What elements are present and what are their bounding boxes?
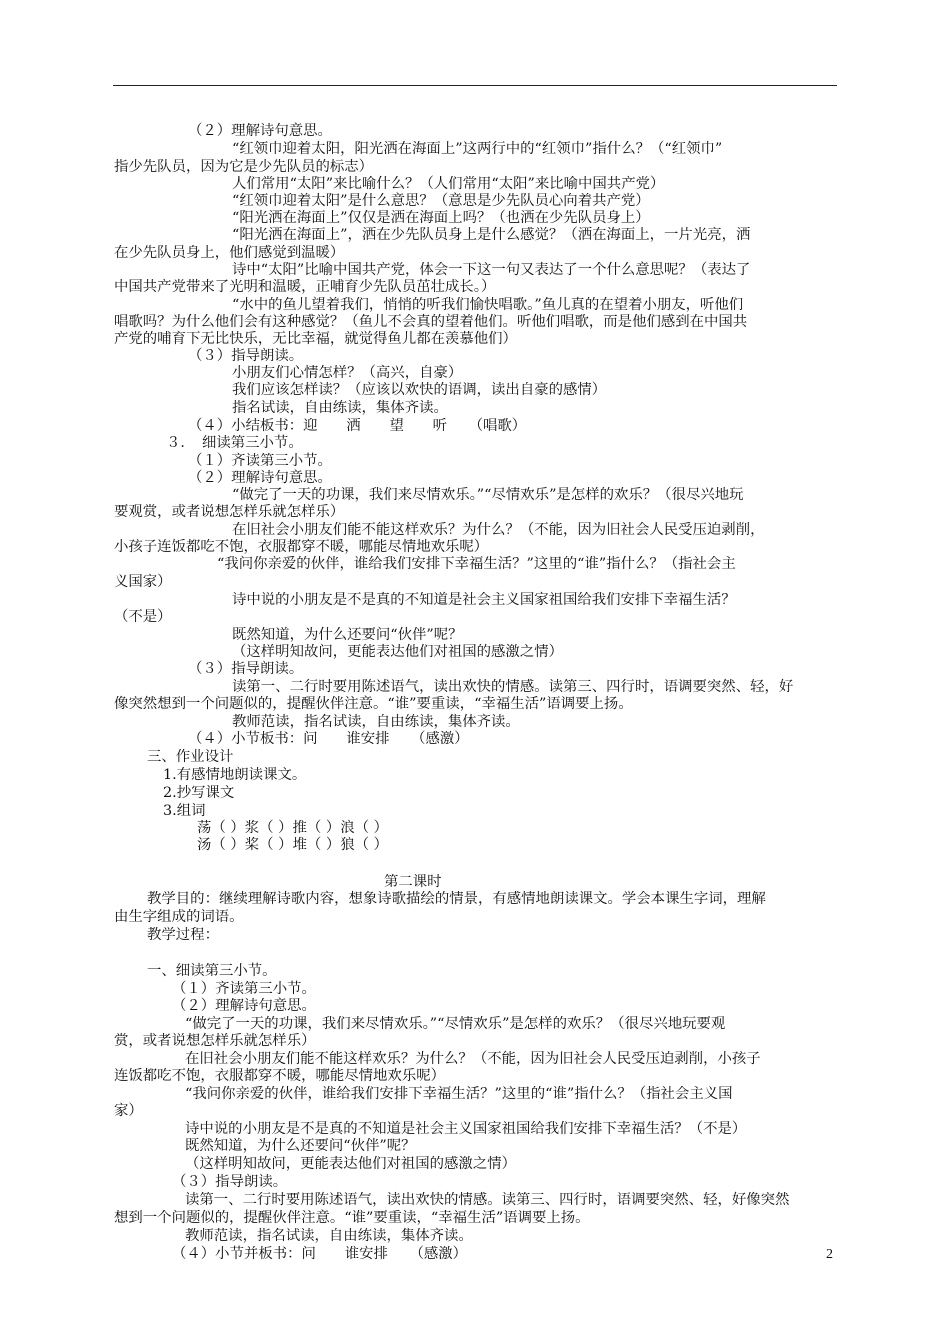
text-line: 想到一个问题似的，提醒伙伴注意。“谁”要重读，“幸福生活”语调要上扬。 (114, 1210, 590, 1226)
text-line: （３）指导朗读。 (188, 348, 304, 364)
section-heading: 第二课时 (384, 874, 442, 890)
text-line: （不是） (114, 609, 172, 625)
text-line: 诗中“太阳”比喻中国共产党，体会一下这一句又表达了一个什么意思呢？（表达了 (232, 262, 751, 278)
text-line: 在旧社会小朋友们能不能这样欢乐？为什么？（不能，因为旧社会人民受压迫剥削，小孩子 (185, 1051, 761, 1067)
text-line: 人们常用“太阳”来比喻什么？（人们常用“太阳”来比喻中国共产党） (232, 176, 665, 192)
text-line: “阳光洒在海面上”仅仅是洒在海面上吗？（也洒在少先队员身上） (232, 210, 650, 226)
text-line: “红领巾迎着太阳”是什么意思？（意思是少先队员心向着共产党） (232, 193, 650, 209)
text-line: 由生字组成的词语。 (114, 909, 244, 925)
text-line: 既然知道，为什么还要问“伙伴”呢？ (232, 627, 463, 643)
text-line: （４）小节并板书：问 谁安排 （感激） (172, 1246, 468, 1262)
text-line: 三、作业设计 (147, 749, 234, 765)
text-line: 指名试读，自由练读，集体齐读。 (232, 400, 448, 416)
text-line: 赏，或者说想怎样乐就怎样乐） (114, 1033, 316, 1049)
text-line: 教学目的：继续理解诗歌内容，想象诗歌描绘的情景，有感情地朗读课文。学会本课生字词，理解 (147, 891, 766, 907)
text-line: 诗中说的小朋友是不是真的不知道是社会主义国家祖国给我们安排下幸福生活？ (232, 592, 736, 608)
text-line: 荡（ ）浆（ ）推（ ）浪（ ） (197, 820, 388, 836)
text-line: 中国共产党带来了光明和温暖，正哺育少先队员茁壮成长。） (114, 279, 496, 295)
text-line: 产党的哺育下无比快乐，无比幸福，就觉得鱼儿都在羡慕他们） (114, 331, 517, 347)
text-line: 指少先队员，因为它是少先队员的标志） (114, 159, 374, 175)
text-line: 一、细读第三小节。 (147, 963, 277, 979)
text-line: （１）齐读第三小节。 (188, 453, 332, 469)
text-line: 家） (114, 1103, 143, 1119)
text-line: 在少先队员身上，他们感觉到温暖） (114, 245, 345, 261)
text-line: “我问你亲爱的伙伴，谁给我们安排下幸福生活？”这里的“谁”指什么？（指社会主 (217, 556, 736, 572)
text-line: 读第一、二行时要用陈述语气，读出欢快的情感。读第三、四行时，语调要突然、轻，好 (232, 679, 794, 695)
text-line: “红领巾迎着太阳，阳光洒在海面上”这两行中的“红领巾”指什么？（“红领巾” (232, 141, 723, 157)
text-line: （４）小节板书：问 谁安排 （感激） (188, 731, 469, 747)
text-line: 读第一、二行时要用陈述语气，读出欢快的情感。读第三、四行时，语调要突然、轻，好像突然 (185, 1192, 790, 1208)
text-line: （这样明知故问，更能表达他们对祖国的感激之情） (185, 1156, 516, 1172)
text-line: （２）理解诗句意思。 (188, 470, 332, 486)
text-line: 要观赏，或者说想怎样乐就怎样乐） (114, 504, 345, 520)
text-line: “水中的鱼儿望着我们，悄悄的听我们愉快唱歌。”鱼儿真的在望着小朋友，听他们 (232, 297, 744, 313)
text-line: ３． 细读第三小节。 (166, 435, 303, 451)
text-line: 汤（ ）桨（ ）堆（ ）狼（ ） (197, 837, 388, 853)
text-line: 诗中说的小朋友是不是真的不知道是社会主义国家祖国给我们安排下幸福生活？（不是） (185, 1121, 747, 1137)
text-line: （２）理解诗句意思。 (172, 998, 316, 1014)
text-line: 3.组词 (163, 803, 206, 819)
text-line: 教师范读，指名试读，自由练读，集体齐读。 (232, 714, 520, 730)
text-line: （１）齐读第三小节。 (172, 981, 316, 997)
text-line: “做完了一天的功课，我们来尽情欢乐。”“尽情欢乐”是怎样的欢乐？（很尽兴地玩 (232, 487, 744, 503)
text-line: 义国家） (114, 574, 172, 590)
text-line: 像突然想到一个问题似的，提醒伙伴注意。“谁”要重读，“幸福生活”语调要上扬。 (114, 696, 633, 712)
text-line: 1.有感情地朗读课文。 (163, 767, 307, 783)
text-line: 唱歌吗？为什么他们会有这种感觉？（鱼儿不会真的望着他们。听他们唱歌，而是他们感到在中国共 (114, 314, 748, 330)
text-line: （２）理解诗句意思。 (188, 123, 332, 139)
text-line: “我问你亲爱的伙伴，谁给我们安排下幸福生活？”这里的“谁”指什么？（指社会主义国 (185, 1086, 733, 1102)
text-line: 我们应该怎样读？（应该以欢快的语调，读出自豪的感情） (232, 382, 607, 398)
text-line: 小孩子连饭都吃不饱，衣服都穿不暖，哪能尽情地欢乐呢） (114, 539, 489, 555)
text-line: “阳光洒在海面上”，洒在少先队员身上是什么感觉？（洒在海面上，一片光亮，洒 (232, 227, 751, 243)
text-line: （３）指导朗读。 (172, 1174, 288, 1190)
page-number: 2 (826, 1247, 833, 1262)
text-line: “做完了一天的功课，我们来尽情欢乐。”“尽情欢乐”是怎样的欢乐？（很尽兴地玩要观 (185, 1016, 726, 1032)
text-line: 教师范读，指名试读，自由练读，集体齐读。 (185, 1228, 473, 1244)
text-line: （３）指导朗读。 (188, 661, 304, 677)
text-line: 连饭都吃不饱，衣服都穿不暖，哪能尽情地欢乐呢） (114, 1068, 445, 1084)
header-rule (113, 85, 837, 86)
text-line: 2.抄写课文 (163, 785, 235, 801)
text-line: （４）小结板书：迎 洒 望 听 （唱歌） (188, 418, 527, 434)
text-line: （这样明知故问，更能表达他们对祖国的感激之情） (232, 644, 563, 660)
text-line: 小朋友们心情怎样？（高兴，自豪） (232, 365, 463, 381)
text-line: 教学过程： (147, 927, 219, 943)
text-line: 在旧社会小朋友们能不能这样欢乐？为什么？（不能，因为旧社会人民受压迫剥削， (232, 522, 765, 538)
text-line: 既然知道，为什么还要问“伙伴”呢？ (185, 1138, 416, 1154)
